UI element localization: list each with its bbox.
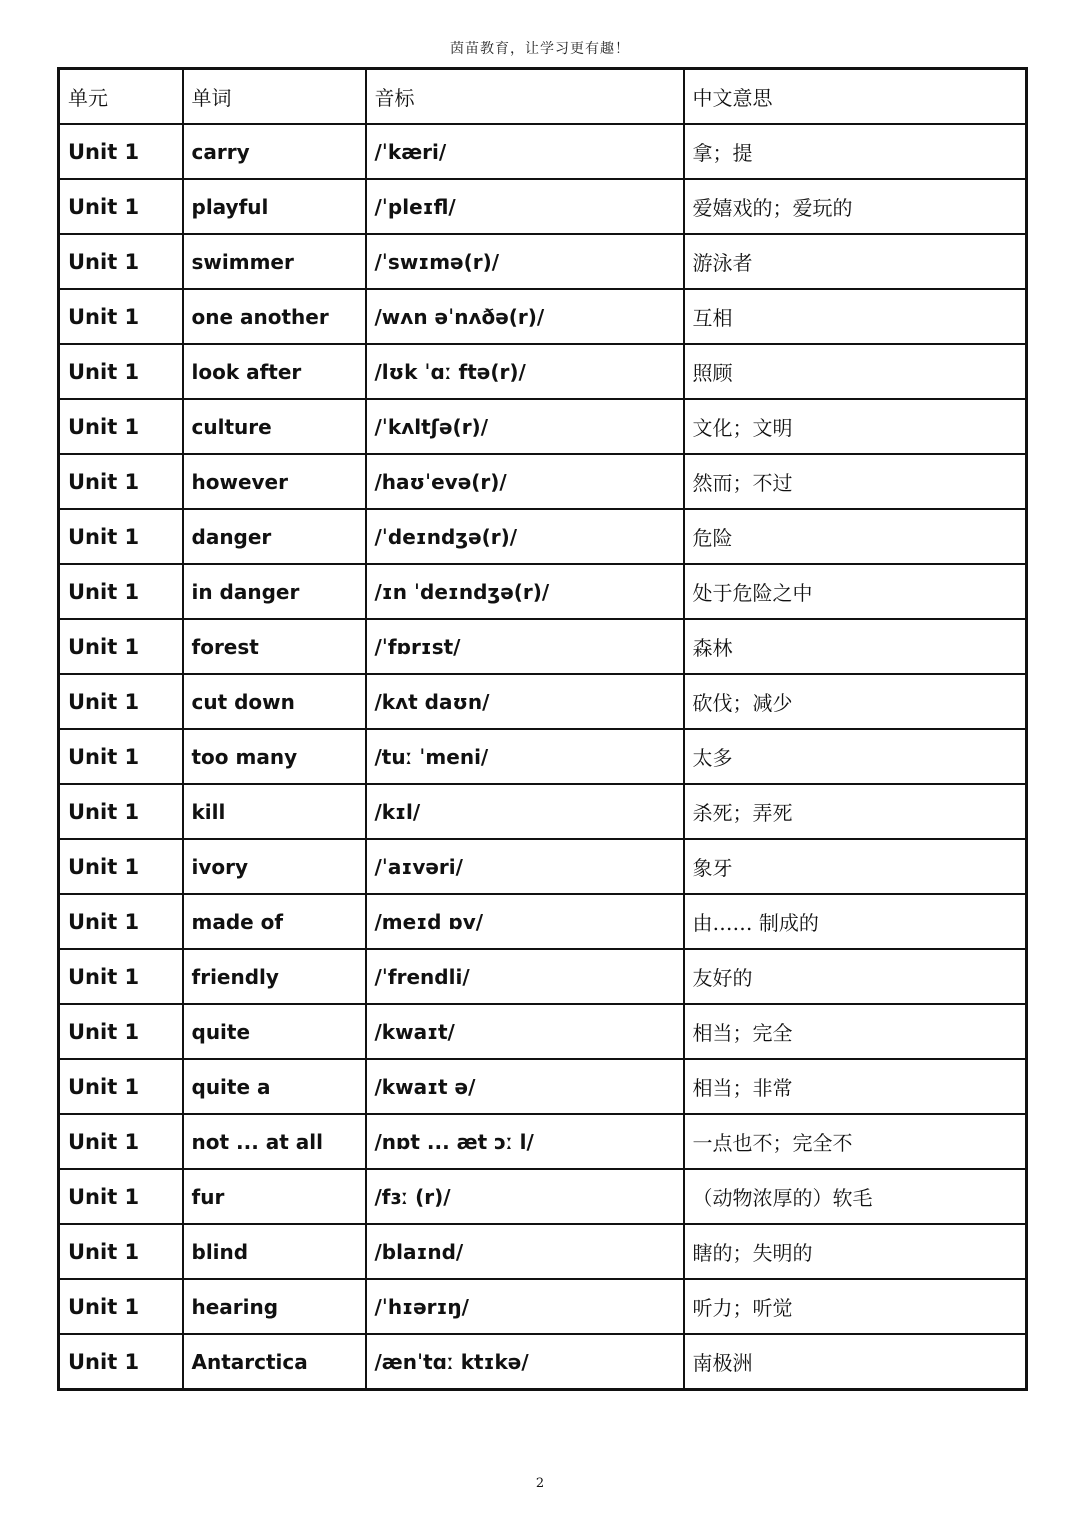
meaning-cell: 相当；完全 — [684, 1004, 1027, 1059]
unit-cell: Unit 1 — [59, 454, 183, 509]
unit-cell: Unit 1 — [59, 729, 183, 784]
word-cell: blind — [183, 1224, 366, 1279]
table-row — [59, 1169, 1027, 1224]
table-row — [59, 784, 1027, 839]
meaning-cell: 然而；不过 — [684, 454, 1027, 509]
meaning-cell: 文化；文明 — [684, 399, 1027, 454]
unit-cell: Unit 1 — [59, 1334, 183, 1390]
table-row — [59, 179, 1027, 234]
word-cell: one another — [183, 289, 366, 344]
unit-cell: Unit 1 — [59, 179, 183, 234]
unit-cell: Unit 1 — [59, 619, 183, 674]
unit-cell: Unit 1 — [59, 1004, 183, 1059]
word-cell: kill — [183, 784, 366, 839]
phonetic-cell: /ˈaɪvəri/ — [366, 839, 684, 894]
word-cell: danger — [183, 509, 366, 564]
word-cell: made of — [183, 894, 366, 949]
table-row — [59, 399, 1027, 454]
meaning-cell: 处于危险之中 — [684, 564, 1027, 619]
phonetic-cell: /ˈpleɪfl/ — [366, 179, 684, 234]
meaning-cell: 瞎的；失明的 — [684, 1224, 1027, 1279]
table-row — [59, 619, 1027, 674]
table-row — [59, 454, 1027, 509]
word-cell: friendly — [183, 949, 366, 1004]
unit-cell: Unit 1 — [59, 949, 183, 1004]
phonetic-cell: /ˈfrendli/ — [366, 949, 684, 1004]
table-row — [59, 509, 1027, 564]
word-cell: ivory — [183, 839, 366, 894]
phonetic-cell: /haʊˈevə(r)/ — [366, 454, 684, 509]
phonetic-cell: /kwaɪt ə/ — [366, 1059, 684, 1114]
word-cell: culture — [183, 399, 366, 454]
meaning-cell: 听力；听觉 — [684, 1279, 1027, 1334]
word-cell: too many — [183, 729, 366, 784]
meaning-cell: 互相 — [684, 289, 1027, 344]
phonetic-cell: /lʊk ˈɑː ftə(r)/ — [366, 344, 684, 399]
table-row — [59, 949, 1027, 1004]
phonetic-cell: /ˈswɪmə(r)/ — [366, 234, 684, 289]
table-row — [59, 1334, 1027, 1390]
table-row — [59, 729, 1027, 784]
phonetic-cell: /tuː ˈmeni/ — [366, 729, 684, 784]
phonetic-cell: /ˈhɪərɪŋ/ — [366, 1279, 684, 1334]
meaning-cell: 游泳者 — [684, 234, 1027, 289]
unit-cell: Unit 1 — [59, 509, 183, 564]
unit-cell: Unit 1 — [59, 564, 183, 619]
meaning-cell: 由…… 制成的 — [684, 894, 1027, 949]
phonetic-cell: /kwaɪt/ — [366, 1004, 684, 1059]
word-cell: fur — [183, 1169, 366, 1224]
unit-cell: Unit 1 — [59, 344, 183, 399]
meaning-cell: 太多 — [684, 729, 1027, 784]
word-cell: playful — [183, 179, 366, 234]
meaning-cell: 一点也不；完全不 — [684, 1114, 1027, 1169]
unit-cell: Unit 1 — [59, 674, 183, 729]
table-row — [59, 234, 1027, 289]
phonetic-cell: /kɪl/ — [366, 784, 684, 839]
column-header-meaning: 中文意思 — [684, 69, 1027, 125]
meaning-cell: 拿；提 — [684, 124, 1027, 179]
meaning-cell: 砍伐；减少 — [684, 674, 1027, 729]
word-cell: look after — [183, 344, 366, 399]
table-row — [59, 1279, 1027, 1334]
phonetic-cell: /ˈkʌltʃə(r)/ — [366, 399, 684, 454]
unit-cell: Unit 1 — [59, 1169, 183, 1224]
column-header-phonetic: 音标 — [366, 69, 684, 125]
unit-cell: Unit 1 — [59, 1059, 183, 1114]
phonetic-cell: /meɪd ɒv/ — [366, 894, 684, 949]
table-row — [59, 839, 1027, 894]
word-cell: quite a — [183, 1059, 366, 1114]
word-cell: carry — [183, 124, 366, 179]
table-row — [59, 289, 1027, 344]
phonetic-cell: /ˈfɒrɪst/ — [366, 619, 684, 674]
unit-cell: Unit 1 — [59, 1114, 183, 1169]
word-cell: Antarctica — [183, 1334, 366, 1390]
phonetic-cell: /wʌn əˈnʌðə(r)/ — [366, 289, 684, 344]
phonetic-cell: /ænˈtɑː ktɪkə/ — [366, 1334, 684, 1390]
unit-cell: Unit 1 — [59, 894, 183, 949]
phonetic-cell: /fɜː (r)/ — [366, 1169, 684, 1224]
phonetic-cell: /blaɪnd/ — [366, 1224, 684, 1279]
table-row — [59, 1114, 1027, 1169]
word-cell: quite — [183, 1004, 366, 1059]
table-row — [59, 344, 1027, 399]
phonetic-cell: /ɪn ˈdeɪndʒə(r)/ — [366, 564, 684, 619]
phonetic-cell: /nɒt ... æt ɔː l/ — [366, 1114, 684, 1169]
page-number: 2 — [535, 1476, 545, 1491]
table-row — [59, 1224, 1027, 1279]
unit-cell: Unit 1 — [59, 289, 183, 344]
unit-cell: Unit 1 — [59, 839, 183, 894]
table-row — [59, 894, 1027, 949]
table-row — [59, 564, 1027, 619]
unit-cell: Unit 1 — [59, 124, 183, 179]
meaning-cell: 相当；非常 — [684, 1059, 1027, 1114]
column-header-unit: 单元 — [59, 69, 183, 125]
unit-cell: Unit 1 — [59, 784, 183, 839]
word-cell: swimmer — [183, 234, 366, 289]
meaning-cell: 友好的 — [684, 949, 1027, 1004]
unit-cell: Unit 1 — [59, 399, 183, 454]
word-cell: in danger — [183, 564, 366, 619]
word-cell: cut down — [183, 674, 366, 729]
table-row — [59, 124, 1027, 179]
phonetic-cell: /ˈkæri/ — [366, 124, 684, 179]
meaning-cell: 危险 — [684, 509, 1027, 564]
word-cell: however — [183, 454, 366, 509]
word-cell: not ... at all — [183, 1114, 366, 1169]
word-cell: hearing — [183, 1279, 366, 1334]
phonetic-cell: /kʌt daʊn/ — [366, 674, 684, 729]
meaning-cell: 爱嬉戏的；爱玩的 — [684, 179, 1027, 234]
vocabulary-table — [57, 67, 1028, 1391]
meaning-cell: 杀死；弄死 — [684, 784, 1027, 839]
meaning-cell: 象牙 — [684, 839, 1027, 894]
phonetic-cell: /ˈdeɪndʒə(r)/ — [366, 509, 684, 564]
meaning-cell: 照顾 — [684, 344, 1027, 399]
table-row — [59, 1059, 1027, 1114]
word-cell: forest — [183, 619, 366, 674]
unit-cell: Unit 1 — [59, 234, 183, 289]
unit-cell: Unit 1 — [59, 1279, 183, 1334]
table-row — [59, 674, 1027, 729]
table-header-row — [59, 69, 1027, 125]
table-row — [59, 1004, 1027, 1059]
unit-cell: Unit 1 — [59, 1224, 183, 1279]
meaning-cell: 森林 — [684, 619, 1027, 674]
meaning-cell: 南极洲 — [684, 1334, 1027, 1390]
meaning-cell: （动物浓厚的）软毛 — [684, 1169, 1027, 1224]
column-header-word: 单词 — [183, 69, 366, 125]
page-header: 茵苗教育，让学习更有趣！ — [450, 41, 630, 57]
